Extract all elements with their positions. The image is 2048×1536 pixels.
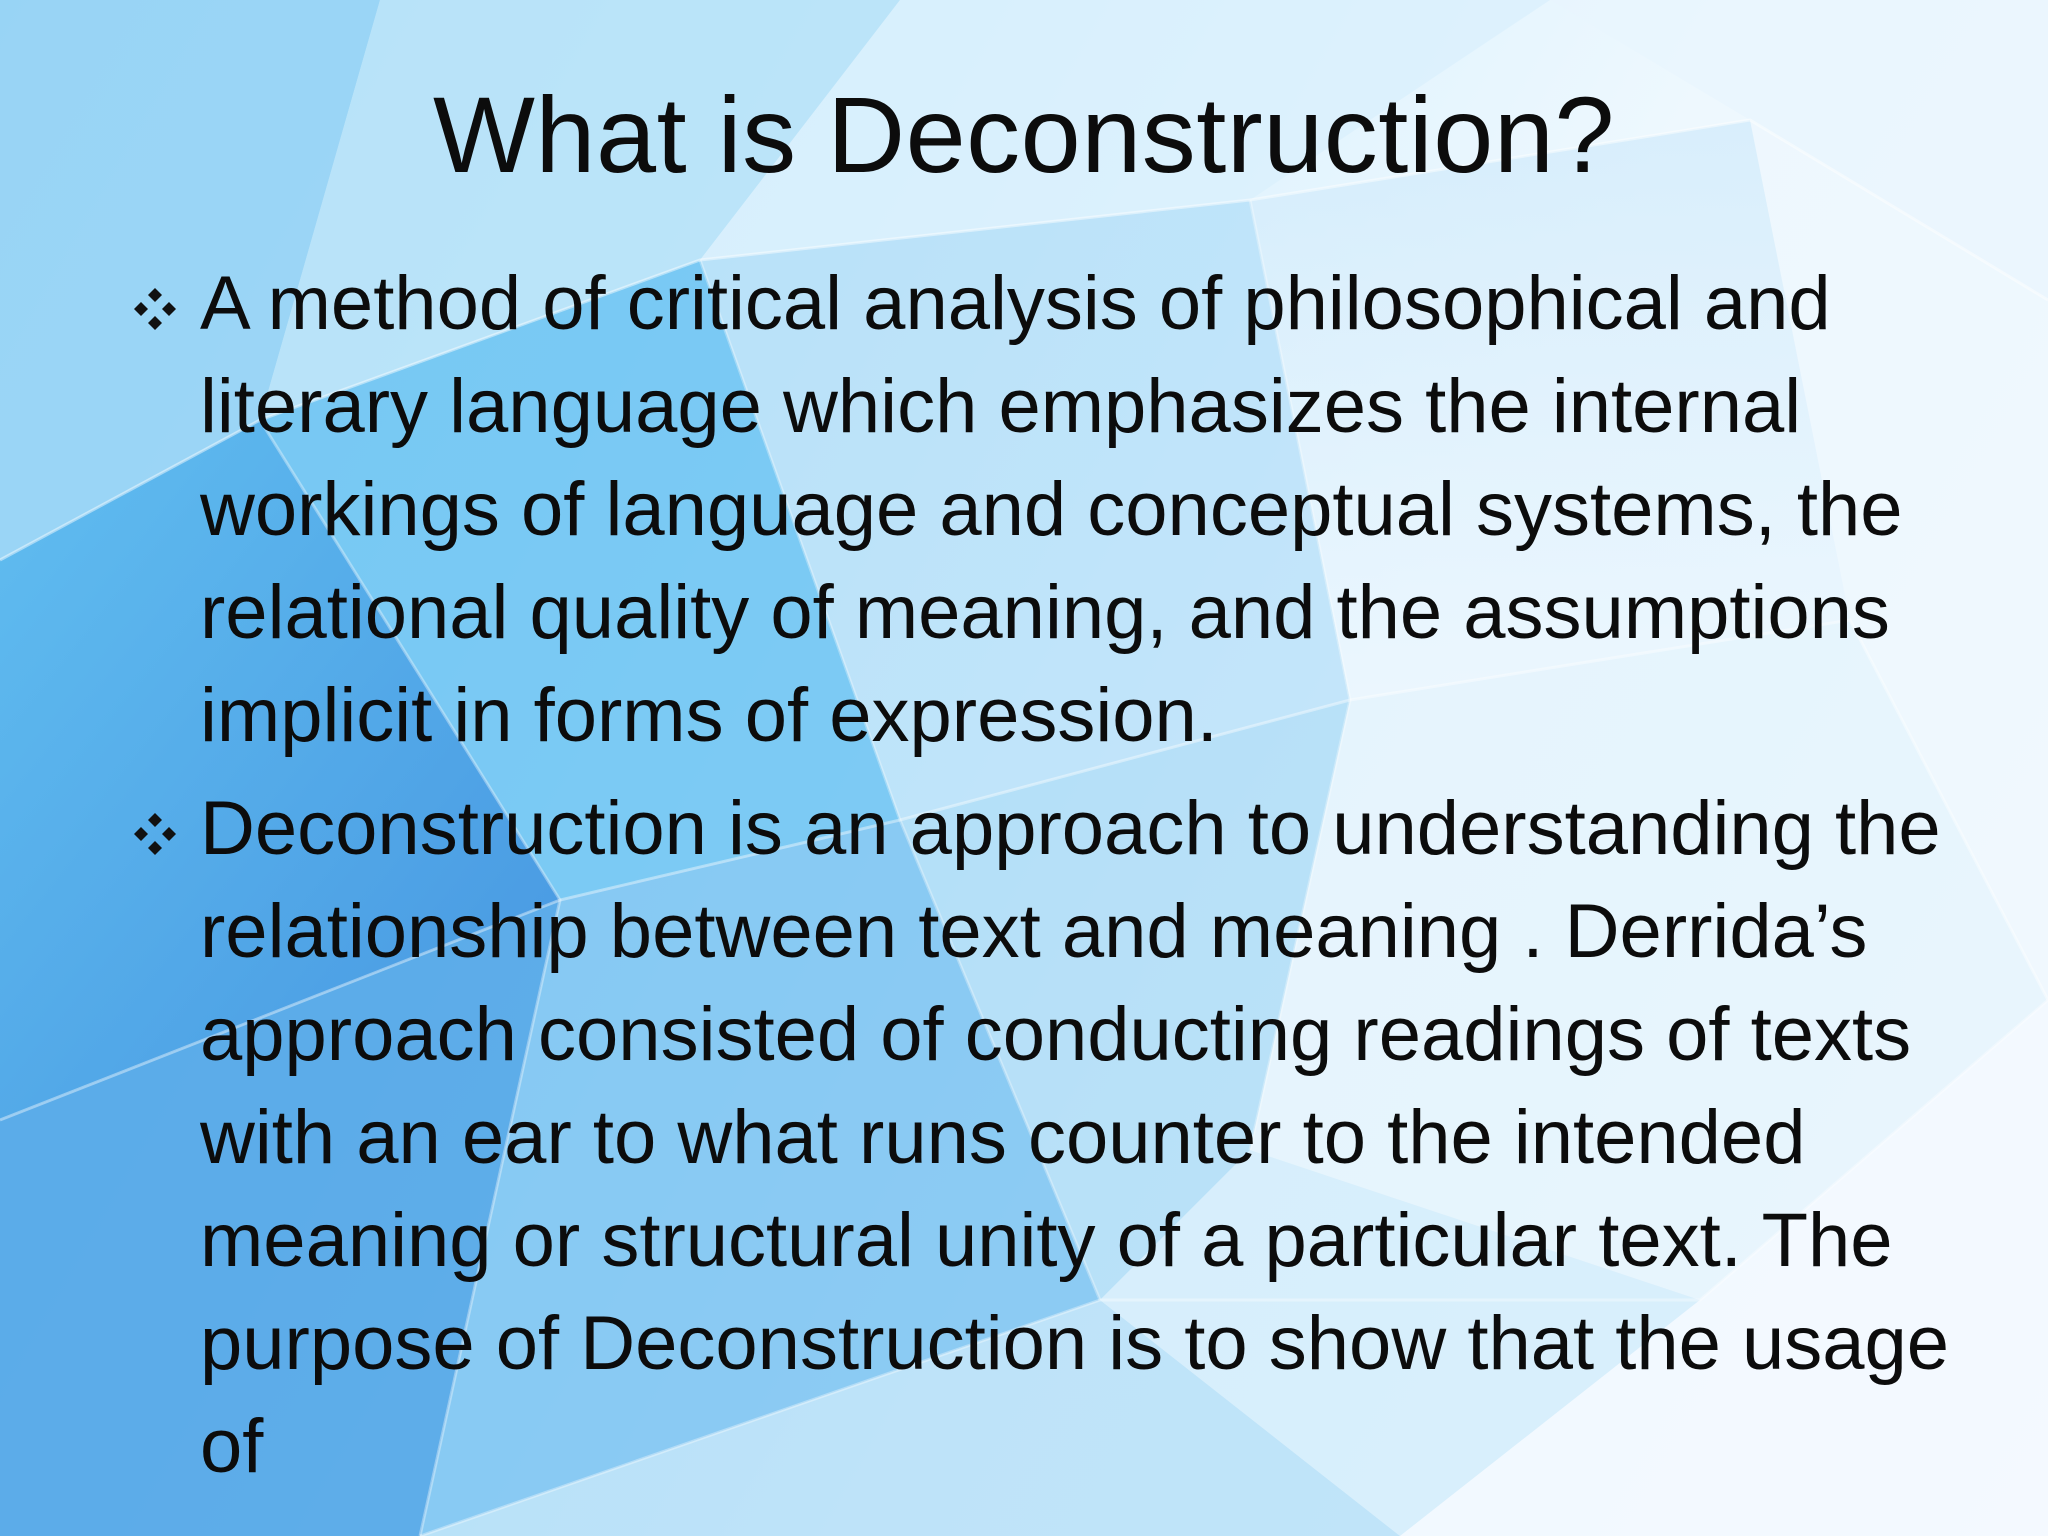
bullet-item — [130, 777, 1950, 1498]
bullet-item — [130, 252, 1950, 767]
four-diamond-bullet-icon — [130, 284, 180, 334]
bullet-text: A method of critical analysis of philosophical and literary language which emphasizes the internal workings of language and conceptual systems, the relational quality of meaning, and the assumptions implicit in forms of expression. — [200, 261, 1903, 758]
bullet-text: Deconstruction is an approach to understanding the relationship between text and meaning . Derrida’s approach consisted of conducting readings of texts with an ear to what runs counter to the intended meaning or structural unity of a particular text. The purpose of Deconstruction is to show that the usage of — [200, 786, 1950, 1489]
four-diamond-bullet-icon — [130, 809, 180, 859]
bullet-list — [130, 252, 1950, 1508]
slide-title: What is Deconstruction? — [433, 74, 1615, 195]
